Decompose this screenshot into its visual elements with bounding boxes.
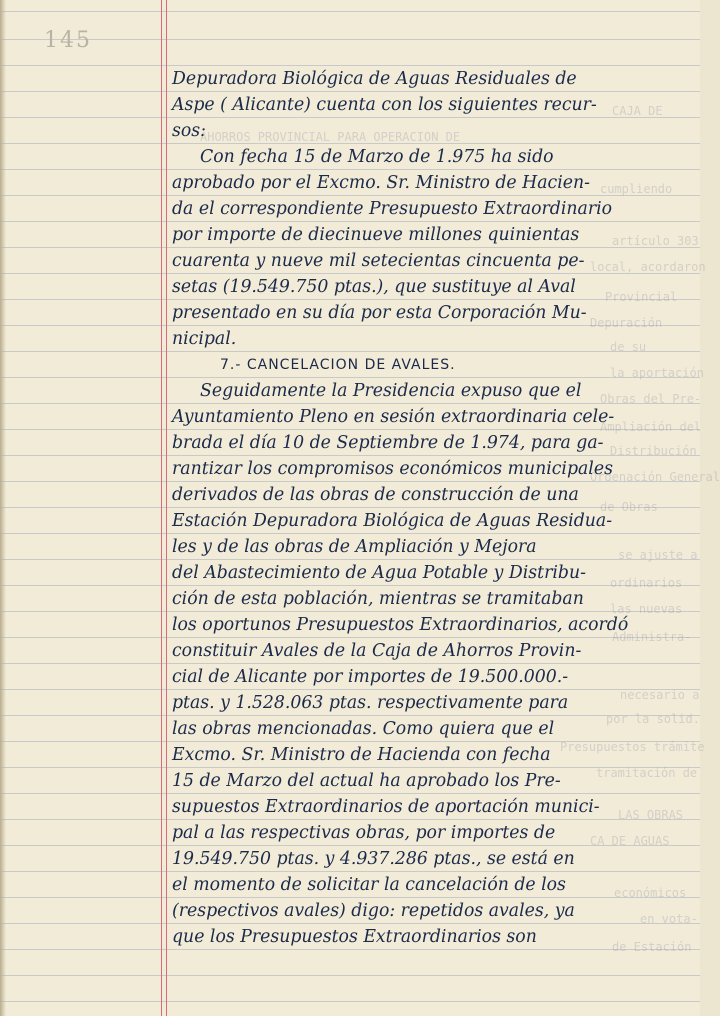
text-line: 15 de Marzo del actual ha aprobado los Pre- — [172, 771, 561, 791]
text-line: Aspe ( Alicante) cuenta con los siguientes recur- — [172, 95, 597, 115]
text-line: los oportunos Presupuestos Extraordinarios, acordó — [172, 615, 629, 635]
text-line: les y de las obras de Ampliación y Mejora — [172, 537, 537, 557]
text-line: Seguidamente la Presidencia expuso que el — [200, 381, 582, 401]
text-line: Con fecha 15 de Marzo de 1.975 ha sido — [200, 147, 554, 167]
bleed-through-text: de su — [610, 340, 647, 354]
text-line: 19.549.750 ptas. y 4.937.286 ptas., se está en — [172, 849, 575, 869]
text-line: aprobado por el Excmo. Sr. Ministro de Hacien- — [172, 173, 590, 193]
bleed-through-text: de Obras — [600, 500, 658, 514]
margin-rule — [161, 0, 162, 1016]
handwritten-text-body — [172, 66, 662, 950]
text-line: derivados de las obras de construcción de una — [172, 485, 579, 505]
bleed-through-text: de Estación — [612, 940, 692, 954]
text-line: setas (19.549.750 ptas.), que sustituye al Aval — [172, 277, 576, 297]
text-line: cuarenta y nueve mil setecientas cincuenta pe- — [172, 251, 585, 271]
bleed-through-text: ordinarios — [610, 576, 683, 590]
bleed-through-text: económicos — [614, 886, 687, 900]
text-line: Ayuntamiento Pleno en sesión extraordinaria cele- — [172, 407, 615, 427]
bleed-through-text: Ordenación General — [590, 470, 720, 484]
text-line: pal a las respectivas obras, por importes de — [172, 823, 556, 843]
bleed-through-text: Presupuestos trámite — [560, 740, 705, 754]
text-line: que los Presupuestos Extraordinarios son — [172, 927, 537, 947]
text-line: nicipal. — [172, 329, 237, 349]
bleed-through-text: CAJA DE — [612, 104, 663, 118]
page-number: 145 — [44, 28, 92, 53]
text-line: por importe de diecinueve millones quinientas — [172, 225, 580, 245]
bleed-through-text: por la solid. — [606, 712, 700, 726]
bleed-through-text: local, acordaron — [590, 260, 706, 274]
bleed-through-text: Provincial — [605, 290, 678, 304]
text-line: ción de esta población, mientras se tramitaban — [172, 589, 584, 609]
bleed-through-text: las nuevas — [610, 602, 683, 616]
bleed-through-text: la aportación — [610, 366, 704, 380]
bleed-through-text: CA DE AGUAS — [590, 834, 670, 848]
bleed-through-text: Ampliación del — [600, 420, 702, 434]
bleed-through-text: Obras del Pre- — [600, 392, 702, 406]
text-line: da el correspondiente Presupuesto Extraordinario — [172, 199, 613, 219]
text-line: sos: — [172, 121, 206, 141]
text-line: del Abastecimiento de Agua Potable y Distribu- — [172, 563, 586, 583]
bleed-through-text: Administra- — [612, 630, 692, 644]
text-line: (respectivos avales) digo: repetidos avales, ya — [172, 901, 575, 921]
bleed-through-text: se ajuste a — [618, 548, 698, 562]
bleed-through-text: necesario a — [620, 688, 700, 702]
text-line: cial de Alicante por importes de 19.500.000.- — [172, 667, 569, 687]
bleed-through-text: AHORROS PROVINCIAL PARA OPERACION DE — [200, 130, 461, 144]
bleed-through-text: tramitación de — [596, 766, 698, 780]
text-line: Depuradora Biológica de Aguas Residuales de — [172, 69, 577, 89]
page-edge-shadow — [0, 0, 6, 1016]
text-line: supuestos Extraordinarios de aportación munici- — [172, 797, 600, 817]
section-heading: 7.- CANCELACION DE AVALES. — [220, 357, 456, 373]
text-line: presentado en su día por esta Corporación Mu- — [172, 303, 587, 323]
bleed-through-text: cumpliendo — [600, 182, 673, 196]
bleed-through-text: Depuración — [590, 316, 663, 330]
text-line: ptas. y 1.528.063 ptas. respectivamente para — [172, 693, 569, 713]
text-line: Estación Depuradora Biológica de Aguas Residua- — [172, 511, 613, 531]
margin-rule — [166, 0, 167, 1016]
text-line: el momento de solicitar la cancelación de los — [172, 875, 566, 895]
text-line: Excmo. Sr. Ministro de Hacienda con fecha — [172, 745, 551, 765]
bleed-through-text: LAS OBRAS — [618, 808, 684, 822]
text-line: rantizar los compromisos económicos municipales — [172, 459, 613, 479]
text-line: brada el día 10 de Septiembre de 1.974, para ga- — [172, 433, 604, 453]
bleed-through-text: Distribución — [610, 444, 697, 458]
bleed-through-text: en vota- — [640, 912, 698, 926]
text-line: las obras mencionadas. Como quiera que el — [172, 719, 555, 739]
text-line: constituir Avales de la Caja de Ahorros Provin- — [172, 641, 582, 661]
bleed-through-text: artículo 303 — [612, 234, 699, 248]
